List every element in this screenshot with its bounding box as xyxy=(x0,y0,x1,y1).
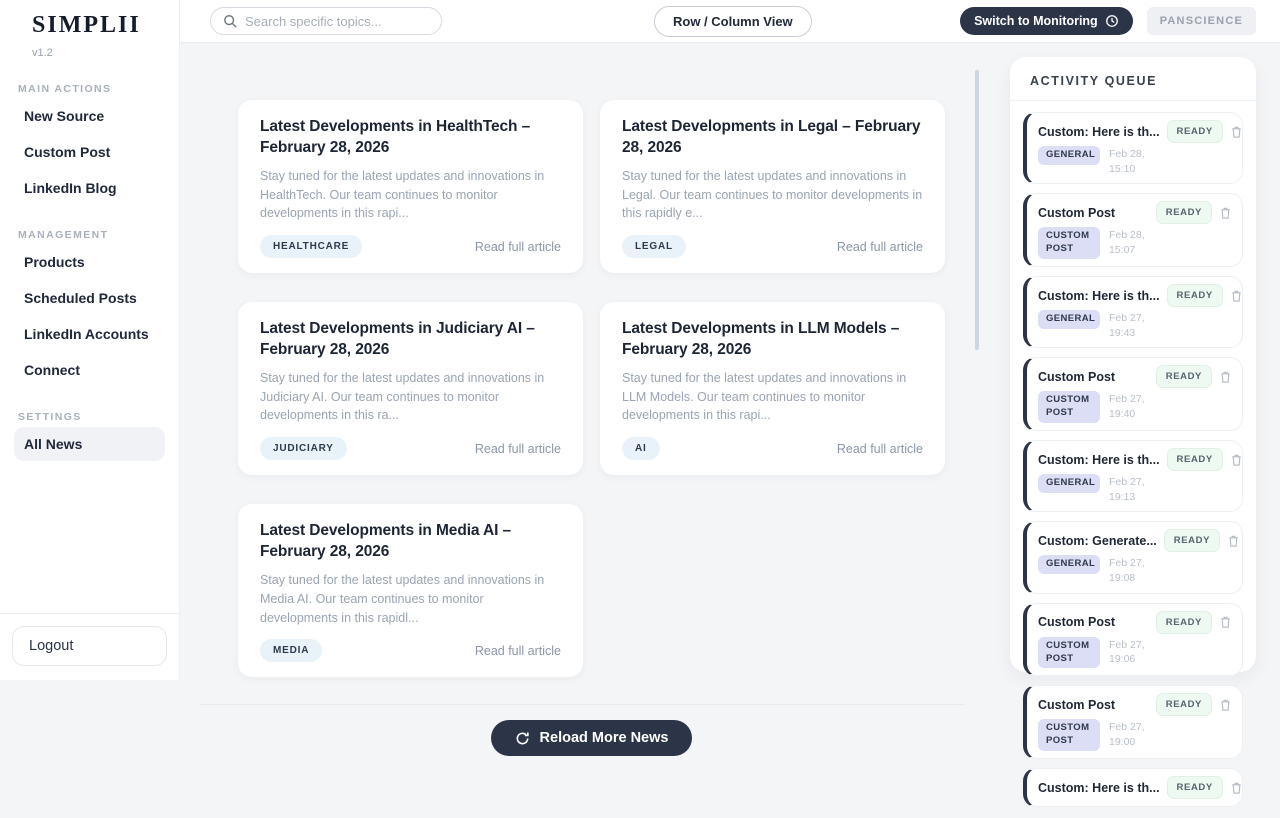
status-badge: READY xyxy=(1156,201,1212,224)
status-badge: READY xyxy=(1156,693,1212,716)
article-card-judiciary-ai xyxy=(238,302,583,475)
queue-item-title: Custom Post xyxy=(1038,697,1116,712)
status-badge: READY xyxy=(1156,365,1212,388)
status-badge: READY xyxy=(1156,611,1212,634)
tag-badge-healthcare: HEALTHCARE xyxy=(260,235,362,258)
sidebar-item-linkedin-blog[interactable]: LinkedIn Blog xyxy=(24,180,117,196)
app-version: v1.2 xyxy=(32,47,53,59)
queue-item-title: Custom: Here is th... xyxy=(1038,124,1160,139)
trash-icon[interactable] xyxy=(1219,698,1232,712)
article-title: Latest Developments in Legal – February 28, 2026 xyxy=(622,118,921,156)
row-column-view-button[interactable]: Row / Column View xyxy=(654,6,812,37)
article-title: Latest Developments in Media AI – February 28, 2026 xyxy=(260,522,512,561)
queue-item-timestamp: Feb 27, 19:43 xyxy=(1109,312,1145,339)
status-badge: READY xyxy=(1167,120,1223,143)
queue-item-timestamp: Feb 27, 19:40 xyxy=(1109,393,1145,421)
article-excerpt: Stay tuned for the latest updates and innovations in HealthTech. Our team continues to monitor developments in this rapi... xyxy=(260,168,545,221)
queue-item xyxy=(1023,276,1243,348)
article-excerpt: Stay tuned for the latest updates and innovations in Judiciary AI. Our team continues to monitor developments in this ra... xyxy=(260,370,545,423)
sidebar-item-products[interactable]: Products xyxy=(24,254,85,270)
queue-item-timestamp: Feb 28, 15:10 xyxy=(1109,148,1145,175)
trash-icon[interactable] xyxy=(1230,125,1243,139)
search-box[interactable] xyxy=(210,7,442,35)
tag-badge-ai: AI xyxy=(622,437,660,460)
trash-icon[interactable] xyxy=(1230,781,1243,795)
queue-item-timestamp: Feb 27, 19:06 xyxy=(1109,638,1145,666)
queue-item xyxy=(1023,440,1243,512)
logout-button[interactable]: Logout xyxy=(12,626,167,666)
article-title: Latest Developments in HealthTech – February 28, 2026 xyxy=(260,118,531,156)
panscience-button[interactable]: PANSCIENCE xyxy=(1147,7,1256,35)
reload-more-news-button[interactable] xyxy=(491,720,693,756)
queue-item-title: Custom Post xyxy=(1038,205,1116,220)
trash-icon[interactable] xyxy=(1227,534,1240,548)
trash-icon[interactable] xyxy=(1219,370,1232,384)
read-full-article-link[interactable]: Read full article xyxy=(474,441,561,456)
queue-item-title: Custom Post xyxy=(1038,615,1116,630)
clock-icon xyxy=(1105,14,1119,28)
category-badge: CUSTOM POST xyxy=(1038,227,1100,259)
category-badge: GENERAL xyxy=(1038,310,1100,329)
queue-item-title: Custom Post xyxy=(1038,369,1116,384)
category-badge: CUSTOM POST xyxy=(1038,719,1100,751)
category-badge: GENERAL xyxy=(1038,555,1100,574)
queue-item-timestamp: Feb 28, 15:07 xyxy=(1109,229,1145,257)
article-card-llm-models xyxy=(600,302,945,475)
queue-item xyxy=(1023,112,1243,184)
trash-icon[interactable] xyxy=(1230,289,1243,303)
article-card-healthtech xyxy=(238,100,583,273)
queue-item-title: Custom: Generate... xyxy=(1038,533,1157,548)
sidebar-item-custom-post[interactable]: Custom Post xyxy=(24,144,111,160)
tag-badge-media: MEDIA xyxy=(260,639,322,662)
article-title: Latest Developments in Judiciary AI – February 28, 2026 xyxy=(260,320,535,359)
category-badge: CUSTOM POST xyxy=(1038,391,1100,423)
read-full-article-link[interactable]: Read full article xyxy=(474,239,561,254)
queue-item xyxy=(1023,521,1243,593)
read-full-article-link[interactable]: Read full article xyxy=(836,239,923,254)
queue-item xyxy=(1023,768,1243,807)
sidebar-item-new-source[interactable]: New Source xyxy=(24,108,105,124)
queue-item-timestamp: Feb 27, 19:00 xyxy=(1109,721,1145,749)
article-title: Latest Developments in LLM Models – February 28, 2026 xyxy=(622,320,900,359)
queue-item xyxy=(1023,193,1243,267)
status-badge: READY xyxy=(1167,448,1223,471)
read-full-article-link[interactable]: Read full article xyxy=(836,441,923,456)
article-excerpt: Stay tuned for the latest updates and innovations in Media AI. Our team continues to monitor developments in this rapidl... xyxy=(260,573,545,625)
activity-queue-panel xyxy=(1010,57,1256,795)
sidebar-section-main-actions: MAIN ACTIONS xyxy=(18,83,112,95)
category-badge: GENERAL xyxy=(1038,474,1100,493)
status-badge: READY xyxy=(1164,529,1220,552)
category-badge: CUSTOM POST xyxy=(1038,637,1100,669)
feed-divider xyxy=(200,704,965,705)
article-excerpt: Stay tuned for the latest updates and innovations in LLM Models. Our team continues to monitor developments in this rapi... xyxy=(622,370,907,423)
trash-icon[interactable] xyxy=(1230,453,1243,467)
queue-item-title: Custom: Here is th... xyxy=(1038,780,1160,795)
article-card-media-ai xyxy=(238,504,583,677)
queue-item xyxy=(1023,357,1243,431)
sidebar xyxy=(0,0,180,680)
sidebar-section-management: MANAGEMENT xyxy=(18,229,109,241)
queue-item-title: Custom: Here is th... xyxy=(1038,288,1160,303)
queue-item-title: Custom: Here is th... xyxy=(1038,452,1160,467)
tag-badge-legal: LEGAL xyxy=(622,235,686,258)
search-icon xyxy=(223,14,237,28)
sidebar-section-settings: SETTINGS xyxy=(18,411,82,423)
queue-item-timestamp: Feb 27, 19:08 xyxy=(1109,557,1145,585)
reload-button-label: Reload More News xyxy=(539,730,669,747)
status-badge: READY xyxy=(1167,284,1223,307)
queue-item xyxy=(1023,685,1243,759)
status-badge: READY xyxy=(1167,776,1223,799)
trash-icon[interactable] xyxy=(1219,615,1232,629)
read-full-article-link[interactable]: Read full article xyxy=(474,643,561,658)
article-card-grid xyxy=(238,100,945,677)
activity-queue-list xyxy=(1010,101,1256,818)
category-badge: GENERAL xyxy=(1038,146,1100,165)
search-input[interactable] xyxy=(245,14,429,29)
switch-to-monitoring-label: Switch to Monitoring xyxy=(974,14,1098,28)
sidebar-item-scheduled-posts[interactable]: Scheduled Posts xyxy=(24,290,137,306)
article-excerpt: Stay tuned for the latest updates and innovations in Legal. Our team continues to monitor developments in this rapidly e... xyxy=(622,168,923,221)
sidebar-item-linkedin-accounts[interactable]: LinkedIn Accounts xyxy=(24,326,149,342)
queue-item-timestamp: Feb 27, 19:13 xyxy=(1109,476,1145,503)
scrollbar[interactable] xyxy=(975,70,979,350)
activity-queue-title: ACTIVITY QUEUE xyxy=(1010,57,1256,101)
switch-to-monitoring-button[interactable] xyxy=(960,7,1133,35)
sidebar-divider xyxy=(0,613,179,614)
reload-icon xyxy=(515,731,530,746)
topbar xyxy=(180,0,1280,43)
article-card-legal xyxy=(600,100,945,273)
app-logo: SIMPLII xyxy=(32,12,141,38)
tag-badge-judiciary: JUDICIARY xyxy=(260,437,347,460)
sidebar-item-all-news[interactable]: All News xyxy=(14,427,165,461)
trash-icon[interactable] xyxy=(1219,206,1232,220)
queue-item xyxy=(1023,603,1243,677)
sidebar-item-connect[interactable]: Connect xyxy=(24,362,80,378)
